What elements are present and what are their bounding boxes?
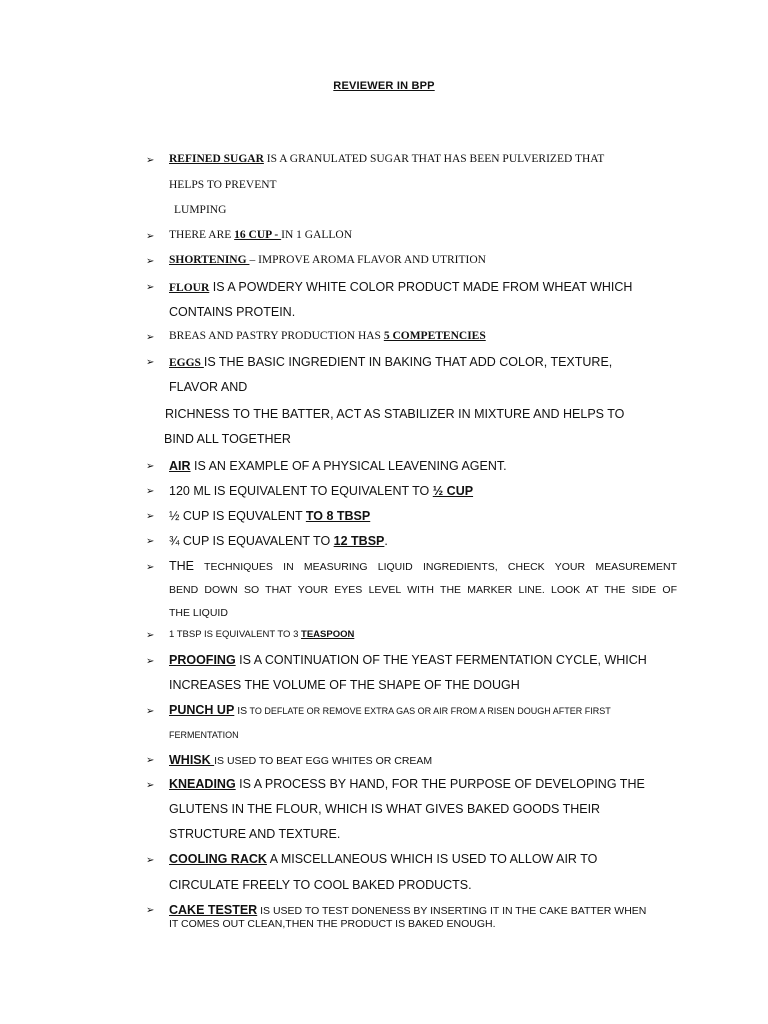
bullet-icon: ➢ xyxy=(146,256,155,267)
bullet-icon: ➢ xyxy=(146,755,155,766)
item-text: BREAS AND PASTRY PRODUCTION HAS xyxy=(169,330,384,342)
item-punch-up xyxy=(169,703,611,717)
item-text-cont: GLUTENS IN THE FLOUR, WHICH IS WHAT GIVES BAKED GOODS THEIR xyxy=(169,802,601,816)
item-tbsp xyxy=(169,629,354,640)
bullet-icon: ➢ xyxy=(146,486,155,497)
item-kneading xyxy=(169,777,645,791)
item-120ml xyxy=(169,484,473,498)
item-techniques xyxy=(169,559,677,573)
keyword: 16 CUP - xyxy=(234,229,282,241)
item-text-cont: INCREASES THE VOLUME OF THE SHAPE OF THE DOUGH xyxy=(169,678,520,692)
keyword: PROOFING xyxy=(169,653,236,667)
item-text-cont: RICHNESS TO THE BATTER, ACT AS STABILIZER IN MIXTURE AND HELPS TO xyxy=(165,407,625,421)
bullet-icon: ➢ xyxy=(146,332,155,343)
item-text-cont: CIRCULATE FREELY TO COOL BAKED PRODUCTS. xyxy=(169,878,472,892)
item-whisk xyxy=(169,753,432,767)
bullet-icon: ➢ xyxy=(146,511,155,522)
item-proofing xyxy=(169,653,647,667)
item-text: IS AN EXAMPLE OF A PHYSICAL LEAVENING AGENT. xyxy=(190,459,507,473)
bullet-icon: ➢ xyxy=(146,357,155,368)
item-text: THE xyxy=(169,559,194,573)
item-text: IS USED TO BEAT EGG WHITES OR CREAM xyxy=(214,755,433,767)
item-text: TECHNIQUES IN MEASURING LIQUID INGREDIENTS, CHECK YOUR MEASUREMENT xyxy=(194,561,677,573)
item-text: IS A POWDERY WHITE COLOR PRODUCT MADE FROM WHEAT WHICH xyxy=(209,280,633,294)
item-shortening xyxy=(169,254,486,266)
item-text: TO DEFLATE OR REMOVE EXTRA GAS OR AIR FROM A RISEN DOUGH AFTER FIRST xyxy=(247,706,611,716)
keyword: 5 COMPETENCIES xyxy=(383,330,486,342)
item-text: THERE ARE xyxy=(169,229,235,241)
bullet-icon: ➢ xyxy=(146,855,155,866)
item-half-cup xyxy=(169,509,370,523)
item-text-cont: IT COMES OUT CLEAN,THEN THE PRODUCT IS BAKED ENOUGH. xyxy=(169,918,496,930)
item-text: IS THE BASIC INGREDIENT IN BAKING THAT ADD COLOR, TEXTURE, xyxy=(203,355,613,369)
item-text-cont: LUMPING xyxy=(174,204,227,216)
keyword: TO 8 TBSP xyxy=(305,509,371,523)
item-competencies xyxy=(169,330,486,342)
bullet-icon: ➢ xyxy=(146,461,155,472)
keyword: ½ CUP xyxy=(432,484,474,498)
item-eggs xyxy=(169,355,612,369)
item-text: ½ CUP IS EQUVALENT xyxy=(169,509,306,523)
keyword: EGGS xyxy=(169,357,204,369)
item-text: 120 ML IS EQUIVALENT TO EQUIVALENT TO xyxy=(169,484,433,498)
keyword: FLOUR xyxy=(169,282,210,294)
bullet-icon: ➢ xyxy=(146,656,155,667)
keyword: KNEADING xyxy=(169,777,236,791)
item-gallon xyxy=(169,229,352,241)
item-text-cont: CONTAINS PROTEIN. xyxy=(169,305,296,319)
bullet-icon: ➢ xyxy=(146,282,155,293)
keyword: TEASPOON xyxy=(301,629,355,640)
item-air xyxy=(169,459,507,473)
bullet-icon: ➢ xyxy=(146,905,155,916)
item-text-cont: THE LIQUID xyxy=(169,607,228,619)
item-text-cont: BIND ALL TOGETHER xyxy=(164,432,291,446)
item-three-quarter-cup xyxy=(169,534,388,548)
item-flour xyxy=(169,280,632,294)
item-text: – IMPROVE AROMA FLAVOR AND UTRITION xyxy=(249,254,486,266)
keyword: WHISK xyxy=(169,753,215,767)
bullet-icon: ➢ xyxy=(146,536,155,547)
bullet-icon: ➢ xyxy=(146,780,155,791)
item-text: . xyxy=(384,534,388,548)
item-text: IN 1 GALLON xyxy=(281,229,353,241)
item-text: IS A CONTINUATION OF THE YEAST FERMENTATION CYCLE, WHICH xyxy=(235,653,647,667)
bullet-icon: ➢ xyxy=(146,562,155,573)
item-text: IS USED TO TEST DONENESS BY INSERTING IT IN THE CAKE BATTER WHEN xyxy=(257,905,647,917)
item-text: IS A PROCESS BY HAND, FOR THE PURPOSE OF DEVELOPING THE xyxy=(235,777,645,791)
item-text: IS xyxy=(234,705,248,717)
keyword: 12 TBSP xyxy=(333,534,385,548)
item-text-cont: FLAVOR AND xyxy=(169,380,248,394)
item-text-cont: BEND DOWN SO THAT YOUR EYES LEVEL WITH THE MARKER LINE. LOOK AT THE SIDE OF xyxy=(169,584,677,596)
item-text-cont: FERMENTATION xyxy=(169,730,239,740)
item-text: 1 TBSP IS EQUIVALENT TO 3 xyxy=(169,629,302,640)
item-text: IS A GRANULATED SUGAR THAT HAS BEEN PULVERIZED THAT xyxy=(263,153,605,165)
bullet-icon: ➢ xyxy=(146,231,155,242)
bullet-icon: ➢ xyxy=(146,155,155,166)
item-text: A MISCELLANEOUS WHICH IS USED TO ALLOW AIR TO xyxy=(266,852,598,866)
keyword: PUNCH UP xyxy=(169,703,235,717)
keyword: SHORTENING xyxy=(169,254,250,266)
item-text: ¾ CUP IS EQUAVALENT TO xyxy=(169,534,334,548)
page-title: REVIEWER IN BPP xyxy=(333,80,435,92)
item-text-cont: HELPS TO PREVENT xyxy=(169,179,277,191)
keyword: COOLING RACK xyxy=(169,852,267,866)
item-cooling-rack xyxy=(169,852,597,866)
keyword: CAKE TESTER xyxy=(169,903,258,917)
bullet-icon: ➢ xyxy=(146,630,155,641)
item-cake-tester xyxy=(169,903,646,917)
bullet-icon: ➢ xyxy=(146,706,155,717)
item-text-cont: STRUCTURE AND TEXTURE. xyxy=(169,827,341,841)
keyword: AIR xyxy=(169,459,191,473)
item-refined-sugar xyxy=(169,153,604,165)
keyword: REFINED SUGAR xyxy=(169,153,264,165)
